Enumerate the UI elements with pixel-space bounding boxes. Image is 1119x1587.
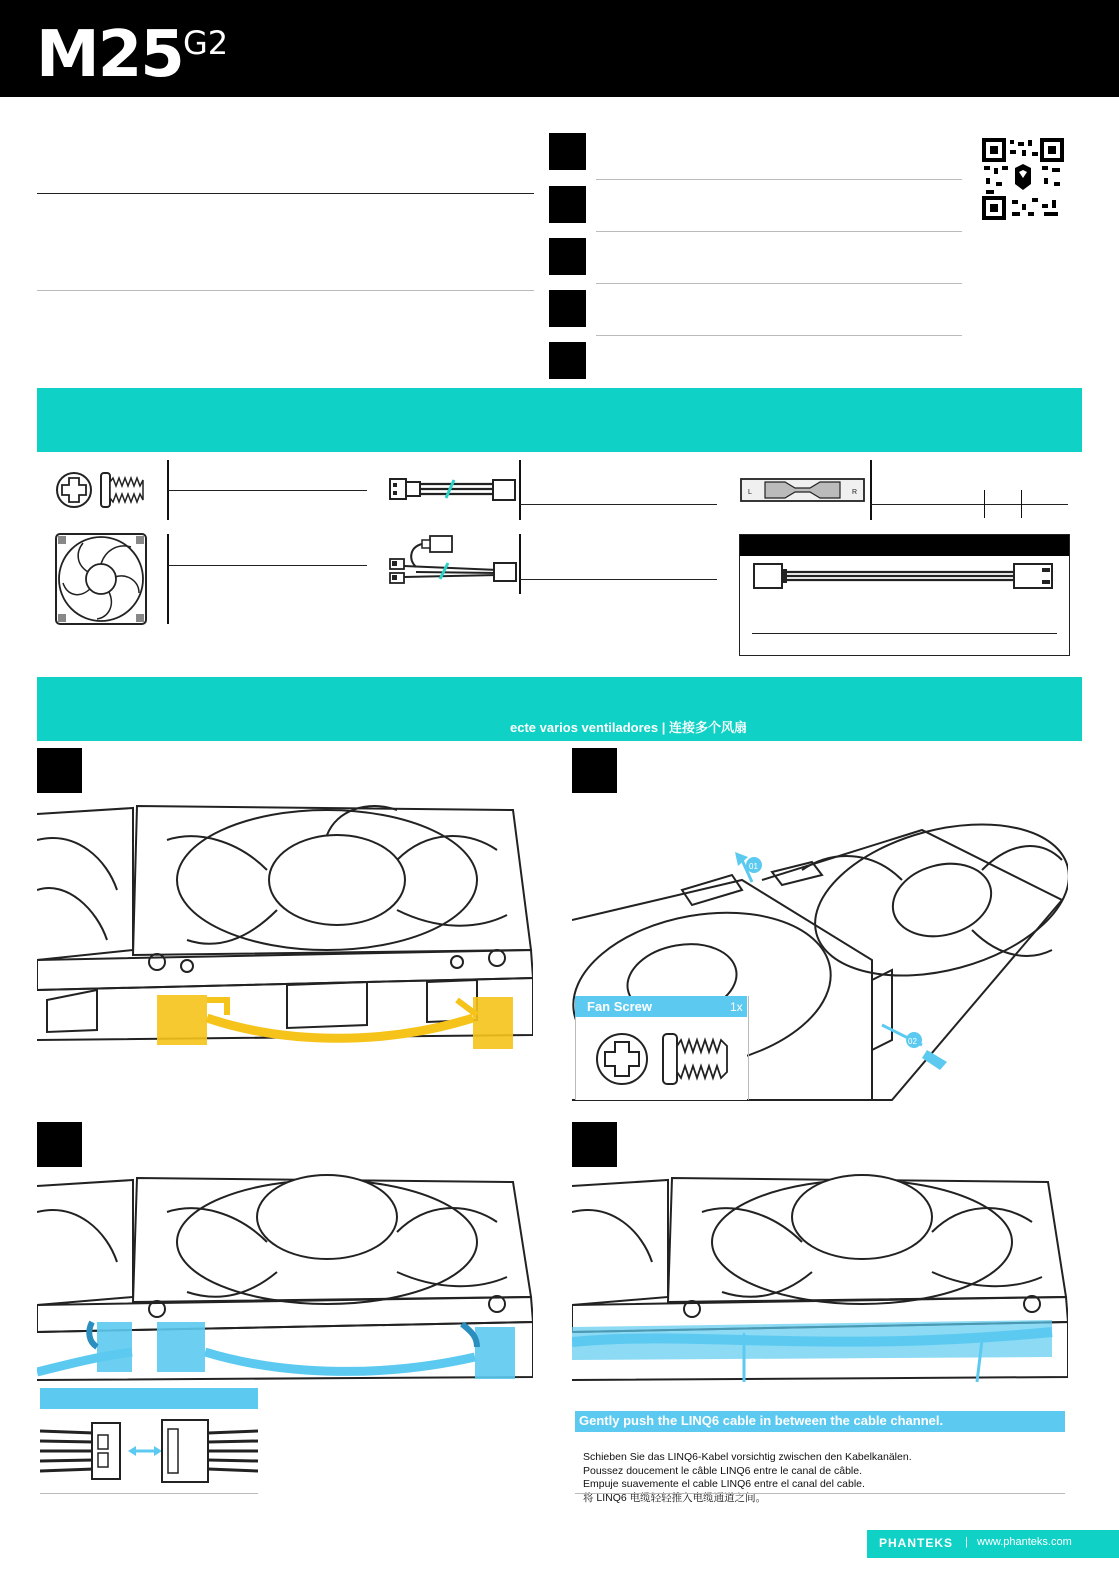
fan-icon <box>55 533 147 625</box>
brand-logo: PHANTEKS <box>879 1536 954 1550</box>
step4-heading: Gently push the LINQ6 cable in between the cable channel. <box>579 1413 944 1428</box>
instruction-line-de: Schieben Sie das LINQ6-Kabel vorsichtig zwischen den Kabelkanälen. <box>583 1451 912 1463</box>
divider <box>596 335 962 336</box>
divider <box>519 460 521 520</box>
divider <box>575 1493 1065 1494</box>
section-band <box>37 388 1082 452</box>
divider <box>596 179 962 180</box>
divider <box>167 534 169 624</box>
divider <box>984 490 985 518</box>
divider <box>1021 490 1022 518</box>
bridge-connector-icon <box>740 476 865 504</box>
divider <box>168 490 367 491</box>
step-box <box>549 186 586 223</box>
divider <box>519 534 521 594</box>
divider <box>870 460 872 520</box>
fan-screw-icon <box>595 1030 735 1088</box>
divider <box>37 193 534 194</box>
instruction-line-zh: 将 LINQ6 电缆轻轻推入电缆通道之间。 <box>583 1491 767 1504</box>
divider <box>40 1493 258 1494</box>
connect-band-text: ecte varios ventiladores | 连接多个风扇 <box>510 720 747 735</box>
divider <box>37 290 534 291</box>
optional-cable-header <box>740 535 1069 556</box>
step-box <box>37 1122 82 1167</box>
qr-code-icon[interactable] <box>982 138 1064 220</box>
step-box <box>549 133 586 170</box>
step-box <box>572 1122 617 1167</box>
svg-text:R: R <box>852 489 858 496</box>
model-logo: M25 <box>36 18 183 92</box>
connector-label-bar <box>40 1388 258 1409</box>
svg-text:L: L <box>748 489 752 496</box>
divider <box>168 565 367 566</box>
divider <box>520 504 717 505</box>
divider <box>520 579 717 580</box>
svg-text:02: 02 <box>908 1037 917 1046</box>
divider <box>596 283 962 284</box>
step-box <box>37 748 82 793</box>
extension-cable-icon <box>752 562 1056 590</box>
model-version: G2 <box>183 24 229 62</box>
step-box <box>572 748 617 793</box>
svg-text:01: 01 <box>749 862 758 871</box>
splitter-cable-icon <box>388 533 518 589</box>
connector-diagram-icon <box>40 1415 260 1487</box>
step4-instructions <box>583 1451 912 1505</box>
step-box <box>549 290 586 327</box>
screw-icon <box>55 470 150 510</box>
divider <box>752 633 1057 634</box>
instruction-line-fr: Poussez doucement le câble LINQ6 entre le canal de câble. <box>583 1464 863 1477</box>
fan-screw-qty: 1x <box>730 1000 743 1014</box>
step1-illustration <box>37 800 533 1050</box>
instruction-line-es: Empuje suavemente el cable LINQ6 entre el canal del cable. <box>583 1478 865 1490</box>
step3-illustration <box>37 1172 533 1382</box>
divider <box>596 231 962 232</box>
cable-icon <box>388 470 518 510</box>
footer-separator: | <box>965 1536 968 1548</box>
step-box <box>549 238 586 275</box>
step-box <box>549 342 586 379</box>
divider <box>871 504 1068 505</box>
fan-screw-title: Fan Screw <box>587 999 653 1014</box>
website-link[interactable]: www.phanteks.com <box>977 1536 1072 1548</box>
step4-illustration <box>572 1172 1068 1382</box>
